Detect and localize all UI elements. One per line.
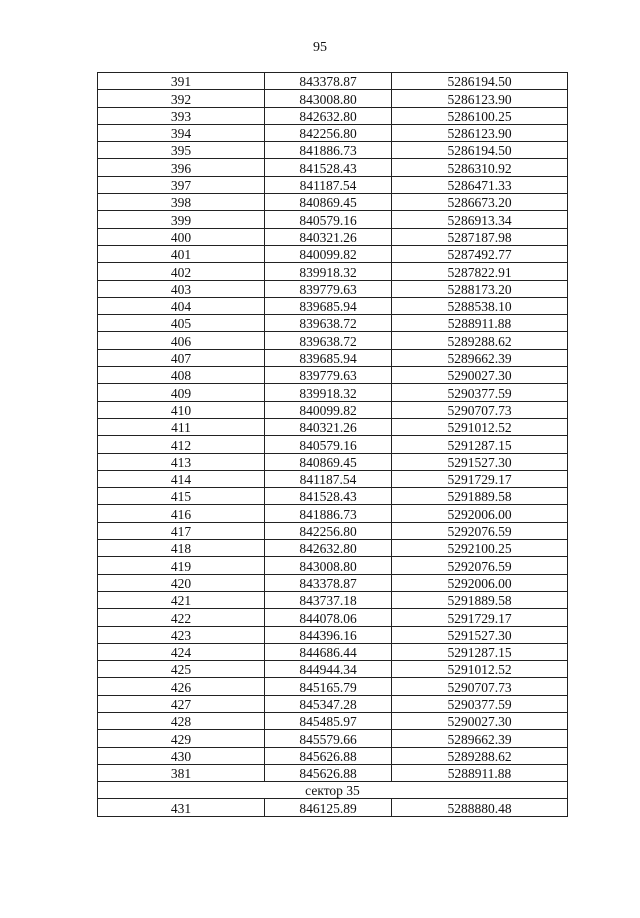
x-coordinate-cell: 839638.72 <box>265 332 392 349</box>
table-row <box>98 470 568 487</box>
x-coordinate-cell: 841528.43 <box>265 488 392 505</box>
table-row <box>98 401 568 418</box>
x-coordinate-cell: 839685.94 <box>265 297 392 314</box>
table-row <box>98 488 568 505</box>
y-coordinate-cell: 5291527.30 <box>392 453 568 470</box>
y-coordinate-cell: 5290027.30 <box>392 367 568 384</box>
table-row <box>98 574 568 591</box>
table-row <box>98 730 568 747</box>
y-coordinate-cell: 5287187.98 <box>392 228 568 245</box>
table-row <box>98 626 568 643</box>
x-coordinate-cell: 840869.45 <box>265 194 392 211</box>
coordinates-table-body <box>98 73 568 817</box>
point-number-cell: 420 <box>98 574 265 591</box>
y-coordinate-cell: 5286194.50 <box>392 73 568 90</box>
point-number-cell: 415 <box>98 488 265 505</box>
y-coordinate-cell: 5292006.00 <box>392 574 568 591</box>
page-number: 95 <box>313 40 327 55</box>
y-coordinate-cell: 5289288.62 <box>392 332 568 349</box>
y-coordinate-cell: 5291287.15 <box>392 643 568 660</box>
point-number-cell: 403 <box>98 280 265 297</box>
point-number-cell: 426 <box>98 678 265 695</box>
y-coordinate-cell: 5288911.88 <box>392 315 568 332</box>
y-coordinate-cell: 5286310.92 <box>392 159 568 176</box>
y-coordinate-cell: 5291729.17 <box>392 609 568 626</box>
point-number-cell: 395 <box>98 142 265 159</box>
x-coordinate-cell: 840099.82 <box>265 245 392 262</box>
point-number-cell: 392 <box>98 90 265 107</box>
table-row <box>98 505 568 522</box>
sector-header-row <box>98 782 568 799</box>
table-row <box>98 176 568 193</box>
coordinates-table <box>97 72 568 817</box>
table-row <box>98 591 568 608</box>
point-number-cell: 425 <box>98 661 265 678</box>
table-row <box>98 453 568 470</box>
x-coordinate-cell: 843378.87 <box>265 574 392 591</box>
point-number-cell: 381 <box>98 764 265 781</box>
x-coordinate-cell: 840579.16 <box>265 211 392 228</box>
x-coordinate-cell: 844686.44 <box>265 643 392 660</box>
table-row <box>98 712 568 729</box>
table-row <box>98 747 568 764</box>
point-number-cell: 430 <box>98 747 265 764</box>
point-number-cell: 418 <box>98 540 265 557</box>
point-number-cell: 405 <box>98 315 265 332</box>
table-row <box>98 384 568 401</box>
y-coordinate-cell: 5290377.59 <box>392 695 568 712</box>
y-coordinate-cell: 5291287.15 <box>392 436 568 453</box>
point-number-cell: 429 <box>98 730 265 747</box>
table-row <box>98 522 568 539</box>
y-coordinate-cell: 5292006.00 <box>392 505 568 522</box>
y-coordinate-cell: 5289288.62 <box>392 747 568 764</box>
x-coordinate-cell: 844944.34 <box>265 661 392 678</box>
point-number-cell: 413 <box>98 453 265 470</box>
x-coordinate-cell: 841886.73 <box>265 505 392 522</box>
point-number-cell: 399 <box>98 211 265 228</box>
table-row <box>98 107 568 124</box>
x-coordinate-cell: 843378.87 <box>265 73 392 90</box>
x-coordinate-cell: 840579.16 <box>265 436 392 453</box>
point-number-cell: 404 <box>98 297 265 314</box>
x-coordinate-cell: 841886.73 <box>265 142 392 159</box>
x-coordinate-cell: 841528.43 <box>265 159 392 176</box>
y-coordinate-cell: 5291729.17 <box>392 470 568 487</box>
y-coordinate-cell: 5288538.10 <box>392 297 568 314</box>
x-coordinate-cell: 844078.06 <box>265 609 392 626</box>
point-number-cell: 407 <box>98 349 265 366</box>
table-row <box>98 695 568 712</box>
x-coordinate-cell: 839779.63 <box>265 367 392 384</box>
point-number-cell: 424 <box>98 643 265 660</box>
point-number-cell: 412 <box>98 436 265 453</box>
point-number-cell: 406 <box>98 332 265 349</box>
point-number-cell: 428 <box>98 712 265 729</box>
point-number-cell: 416 <box>98 505 265 522</box>
y-coordinate-cell: 5286194.50 <box>392 142 568 159</box>
table-row <box>98 764 568 781</box>
table-row <box>98 124 568 141</box>
y-coordinate-cell: 5286123.90 <box>392 90 568 107</box>
table-row <box>98 349 568 366</box>
point-number-cell: 411 <box>98 418 265 435</box>
x-coordinate-cell: 840321.26 <box>265 228 392 245</box>
point-number-cell: 402 <box>98 263 265 280</box>
x-coordinate-cell: 845626.88 <box>265 747 392 764</box>
table-row <box>98 280 568 297</box>
table-row <box>98 557 568 574</box>
x-coordinate-cell: 843008.80 <box>265 90 392 107</box>
y-coordinate-cell: 5286673.20 <box>392 194 568 211</box>
table-row <box>98 245 568 262</box>
table-row <box>98 73 568 90</box>
y-coordinate-cell: 5291889.58 <box>392 591 568 608</box>
x-coordinate-cell: 845347.28 <box>265 695 392 712</box>
x-coordinate-cell: 839638.72 <box>265 315 392 332</box>
point-number-cell: 419 <box>98 557 265 574</box>
point-number-cell: 408 <box>98 367 265 384</box>
y-coordinate-cell: 5292076.59 <box>392 522 568 539</box>
point-number-cell: 431 <box>98 799 265 816</box>
x-coordinate-cell: 843737.18 <box>265 591 392 608</box>
table-row <box>98 211 568 228</box>
table-row <box>98 159 568 176</box>
x-coordinate-cell: 839918.32 <box>265 263 392 280</box>
x-coordinate-cell: 842256.80 <box>265 522 392 539</box>
y-coordinate-cell: 5290027.30 <box>392 712 568 729</box>
y-coordinate-cell: 5291527.30 <box>392 626 568 643</box>
table-row <box>98 194 568 211</box>
y-coordinate-cell: 5289662.39 <box>392 730 568 747</box>
y-coordinate-cell: 5290707.73 <box>392 401 568 418</box>
x-coordinate-cell: 839779.63 <box>265 280 392 297</box>
x-coordinate-cell: 842632.80 <box>265 107 392 124</box>
table-row <box>98 367 568 384</box>
table-row <box>98 315 568 332</box>
table-row <box>98 228 568 245</box>
x-coordinate-cell: 840321.26 <box>265 418 392 435</box>
y-coordinate-cell: 5290707.73 <box>392 678 568 695</box>
table-row <box>98 678 568 695</box>
x-coordinate-cell: 841187.54 <box>265 470 392 487</box>
table-row <box>98 799 568 816</box>
x-coordinate-cell: 839918.32 <box>265 384 392 401</box>
y-coordinate-cell: 5287492.77 <box>392 245 568 262</box>
table-row <box>98 436 568 453</box>
table-row <box>98 90 568 107</box>
table-row <box>98 643 568 660</box>
point-number-cell: 427 <box>98 695 265 712</box>
table-row <box>98 332 568 349</box>
y-coordinate-cell: 5289662.39 <box>392 349 568 366</box>
point-number-cell: 393 <box>98 107 265 124</box>
point-number-cell: 391 <box>98 73 265 90</box>
x-coordinate-cell: 842256.80 <box>265 124 392 141</box>
x-coordinate-cell: 845485.97 <box>265 712 392 729</box>
table-row <box>98 297 568 314</box>
point-number-cell: 423 <box>98 626 265 643</box>
y-coordinate-cell: 5291889.58 <box>392 488 568 505</box>
point-number-cell: 400 <box>98 228 265 245</box>
x-coordinate-cell: 845165.79 <box>265 678 392 695</box>
table-row <box>98 609 568 626</box>
point-number-cell: 414 <box>98 470 265 487</box>
y-coordinate-cell: 5286913.34 <box>392 211 568 228</box>
y-coordinate-cell: 5286123.90 <box>392 124 568 141</box>
x-coordinate-cell: 845579.66 <box>265 730 392 747</box>
y-coordinate-cell: 5291012.52 <box>392 661 568 678</box>
point-number-cell: 410 <box>98 401 265 418</box>
table-row <box>98 418 568 435</box>
x-coordinate-cell: 840869.45 <box>265 453 392 470</box>
y-coordinate-cell: 5288173.20 <box>392 280 568 297</box>
x-coordinate-cell: 840099.82 <box>265 401 392 418</box>
y-coordinate-cell: 5288911.88 <box>392 764 568 781</box>
x-coordinate-cell: 844396.16 <box>265 626 392 643</box>
y-coordinate-cell: 5292100.25 <box>392 540 568 557</box>
table-row <box>98 661 568 678</box>
point-number-cell: 401 <box>98 245 265 262</box>
point-number-cell: 397 <box>98 176 265 193</box>
y-coordinate-cell: 5286471.33 <box>392 176 568 193</box>
point-number-cell: 421 <box>98 591 265 608</box>
x-coordinate-cell: 845626.88 <box>265 764 392 781</box>
table-row <box>98 263 568 280</box>
point-number-cell: 396 <box>98 159 265 176</box>
y-coordinate-cell: 5288880.48 <box>392 799 568 816</box>
table-row <box>98 142 568 159</box>
x-coordinate-cell: 842632.80 <box>265 540 392 557</box>
y-coordinate-cell: 5290377.59 <box>392 384 568 401</box>
x-coordinate-cell: 839685.94 <box>265 349 392 366</box>
sector-label: сектор 35 <box>98 782 568 799</box>
y-coordinate-cell: 5292076.59 <box>392 557 568 574</box>
point-number-cell: 398 <box>98 194 265 211</box>
y-coordinate-cell: 5287822.91 <box>392 263 568 280</box>
y-coordinate-cell: 5286100.25 <box>392 107 568 124</box>
y-coordinate-cell: 5291012.52 <box>392 418 568 435</box>
point-number-cell: 422 <box>98 609 265 626</box>
point-number-cell: 409 <box>98 384 265 401</box>
x-coordinate-cell: 846125.89 <box>265 799 392 816</box>
point-number-cell: 417 <box>98 522 265 539</box>
table-row <box>98 540 568 557</box>
x-coordinate-cell: 841187.54 <box>265 176 392 193</box>
x-coordinate-cell: 843008.80 <box>265 557 392 574</box>
point-number-cell: 394 <box>98 124 265 141</box>
